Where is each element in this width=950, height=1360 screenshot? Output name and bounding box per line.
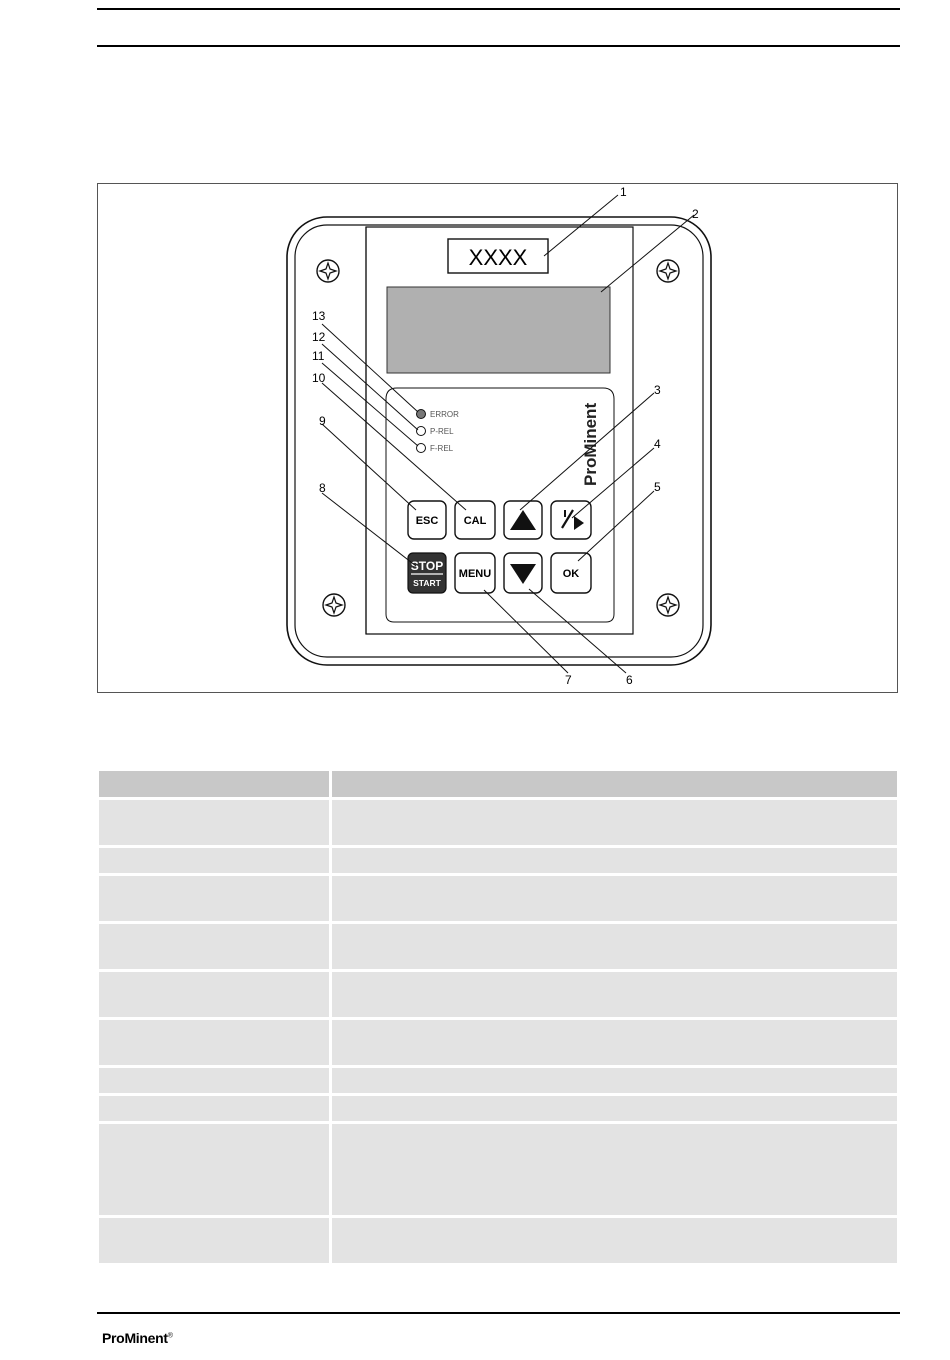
controller-drawing (98, 184, 898, 693)
f-rel-led (417, 444, 426, 453)
table-row (99, 972, 897, 1017)
callout-12: 12 (312, 330, 326, 344)
down-arrow-button[interactable] (504, 553, 542, 593)
table-cell (332, 972, 897, 1017)
cal-button[interactable] (455, 501, 495, 539)
table-cell (99, 1096, 332, 1121)
callout-3: 3 (654, 383, 661, 397)
table-cell (332, 1020, 897, 1065)
table-cell (99, 1124, 332, 1215)
callout-2: 2 (692, 207, 699, 221)
p-rel-led (417, 427, 426, 436)
table-cell (332, 1068, 897, 1093)
start-label: START (413, 578, 441, 588)
callout-6: 6 (626, 673, 633, 687)
footer-logo-text: ProMinent (102, 1330, 168, 1346)
table-cell (99, 1218, 332, 1263)
esc-button[interactable] (408, 501, 446, 539)
ok-button[interactable] (551, 553, 591, 593)
table-row (99, 848, 897, 873)
callout-5: 5 (654, 480, 661, 494)
table-cell (332, 848, 897, 873)
callout-1: 1 (620, 185, 627, 199)
esc-button-label: ESC (415, 515, 439, 527)
legend-table (99, 771, 897, 1281)
table-row (99, 876, 897, 921)
callout-7: 7 (565, 673, 572, 687)
ok-button-label: OK (562, 568, 580, 580)
callout-10: 10 (312, 371, 326, 385)
screw-icon (657, 260, 679, 282)
table-row (99, 1096, 897, 1121)
controller-figure (97, 183, 898, 693)
housing-outer (287, 217, 711, 665)
table-cell (99, 972, 332, 1017)
table-cell (99, 1068, 332, 1093)
up-arrow-button[interactable] (504, 501, 542, 539)
table-row (99, 1020, 897, 1065)
table-header-cell (332, 771, 897, 797)
error-led-label: ERROR (430, 410, 459, 419)
table-cell (332, 876, 897, 921)
callout-4: 4 (654, 437, 661, 451)
callout-13: 13 (312, 309, 326, 323)
table-header-cell (99, 771, 332, 797)
menu-button[interactable] (455, 553, 495, 593)
cal-button-label: CAL (463, 515, 487, 527)
stop-label: STOP (410, 559, 444, 573)
error-led (417, 410, 426, 419)
stop-start-button[interactable] (408, 553, 446, 593)
table-cell (99, 800, 332, 845)
header-rule-top (97, 8, 900, 10)
table-header-row (99, 771, 897, 797)
screw-icon (323, 594, 345, 616)
table-cell (332, 1096, 897, 1121)
table-cell (99, 924, 332, 969)
table-row (99, 800, 897, 845)
table-cell (99, 1020, 332, 1065)
p-rel-led-label: P-REL (430, 427, 454, 436)
registered-mark: ® (167, 1332, 173, 1340)
table-row (99, 1068, 897, 1093)
brand-logo: ProMinent (581, 402, 600, 486)
callout-11: 11 (312, 349, 325, 363)
screw-icon (657, 594, 679, 616)
table-row (99, 924, 897, 969)
header-rule-bottom (97, 45, 900, 47)
lcd-display (387, 287, 610, 373)
table-row (99, 1218, 897, 1263)
screw-icon (317, 260, 339, 282)
table-cell (332, 1124, 897, 1215)
table-cell (332, 924, 897, 969)
table-cell (99, 848, 332, 873)
table-cell (332, 800, 897, 845)
table-cell (99, 876, 332, 921)
footer-logo (102, 1330, 173, 1346)
device-label-text: XXXX (468, 245, 528, 270)
callout-8: 8 (319, 481, 326, 495)
table-cell (332, 1218, 897, 1263)
callout-9: 9 (319, 414, 326, 428)
table-row (99, 1124, 897, 1215)
f-rel-led-label: F-REL (430, 444, 454, 453)
menu-button-label: MENU (458, 568, 492, 580)
footer-rule (97, 1312, 900, 1314)
